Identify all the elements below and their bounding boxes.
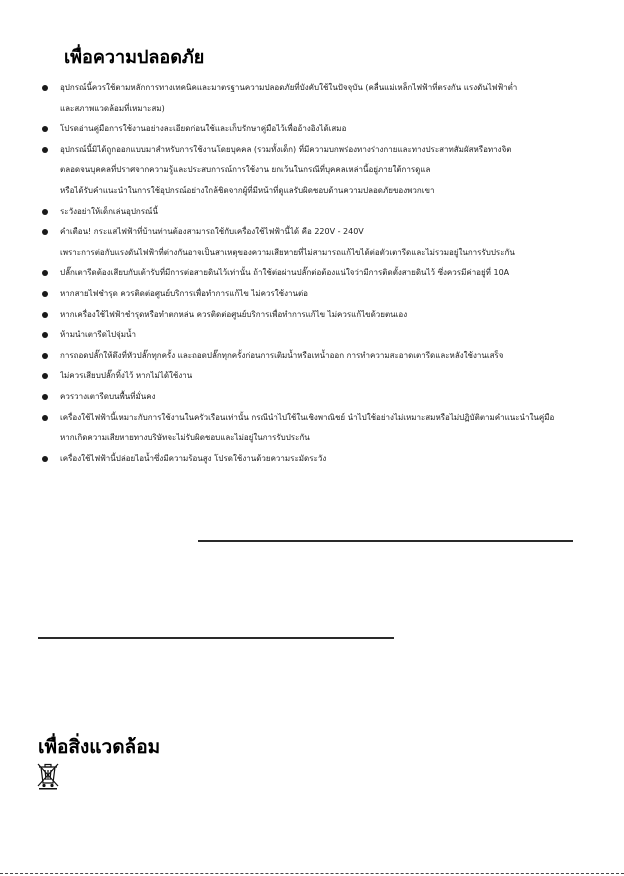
safety-item — [40, 222, 600, 263]
crossed-out-wheelie-bin-icon — [36, 762, 60, 790]
safety-item-text: หรือได้รับคำแนะนำในการใช้อุปกรณ์อย่างใกล้ชิดจากผู้ที่มีหน้าที่ดูแลรับผิดชอบด้านความปลอดภัยของพวกเขา — [60, 185, 435, 195]
safety-item-text: ตลอดจนบุคคลที่ปราศจากความรู้และประสบการณ์การใช้งาน ยกเว้นในกรณีที่บุคคลเหล่านี้อยู่ภายใต้การดูแล — [60, 165, 431, 175]
safety-item — [40, 119, 600, 140]
safety-item — [40, 366, 600, 387]
safety-item — [40, 263, 600, 284]
safety-item — [40, 408, 600, 449]
safety-item — [40, 325, 600, 346]
safety-item — [40, 284, 600, 305]
safety-item-text: โปรดอ่านคู่มือการใช้งานอย่างละเอียดก่อนใช้และเก็บรักษาคู่มือไว้เพื่ออ้างอิงได้เสมอ — [60, 124, 347, 134]
safety-item-text: อุปกรณ์นี้มิได้ถูกออกแบบมาสำหรับการใช้งานโดยบุคคล (รวมทั้งเด็ก) ที่มีความบกพร่องทางร่างกายและทางประสาทสัมผัสหรือทางจิต — [60, 144, 512, 154]
safety-item-text: คำเตือน! กระแสไฟฟ้าที่บ้านท่านต้องสามารถใช้กับเครื่องใช้ไฟฟ้านี้ได้ คือ 220V - 240V — [60, 227, 364, 237]
safety-item-text: เครื่องใช้ไฟฟ้านี้เหมาะกับการใช้งานในครัวเรือนเท่านั้น กรณีนำไปใช้ในเชิงพาณิชย์ นำไปใช้อย่างไม่เหมาะสมหรือไม่ปฏิบัติตามคำแนะนำในคู่มือ — [60, 412, 555, 422]
bullet-icon — [42, 373, 48, 379]
bullet-icon — [42, 291, 48, 297]
bullet-icon — [42, 126, 48, 132]
safety-item-text: เครื่องใช้ไฟฟ้านี้ปล่อยไอน้ำซึ่งมีความร้อนสูง โปรดใช้งานด้วยความระมัดระวัง — [60, 453, 327, 463]
bullet-icon — [42, 270, 48, 276]
safety-item-text: และสภาพแวดล้อมที่เหมาะสม) — [60, 103, 165, 113]
page-bottom-edge — [0, 873, 624, 874]
safety-item — [40, 346, 600, 367]
safety-list — [40, 78, 600, 469]
bullet-icon — [42, 456, 48, 462]
bullet-icon — [42, 353, 48, 359]
bullet-icon — [42, 415, 48, 421]
bullet-icon — [42, 229, 48, 235]
safety-item-text: ปลั๊กเตารีดต้องเสียบกับเต้ารับที่มีการต่อสายดินไว้เท่านั้น ถ้าใช้ต่อผ่านปลั๊กต่อต้องแน่ใจว่ามีการติดตั้งสายดินไว้ ซึ่งควรมีค่าอยู่ที่ 10A — [60, 268, 510, 278]
safety-item — [40, 202, 600, 223]
safety-item — [40, 387, 600, 408]
safety-item-text: เพราะการต่อกับแรงดันไฟฟ้าที่ต่างกันอาจเป็นสาเหตุของความเสียหายที่ไม่สามารถแก้ไขได้ต่อตัวเตารีดและไม่รวมอยู่ในการรับประกัน — [60, 247, 515, 257]
safety-item — [40, 78, 600, 119]
safety-item — [40, 140, 600, 202]
bullet-icon — [42, 332, 48, 338]
safety-item-text: หากเครื่องใช้ไฟฟ้าชำรุดหรือทำตกหล่น ควรติดต่อศูนย์บริการเพื่อทำการแก้ไข ไม่ควรแก้ไขด้วยตนเอง — [60, 309, 408, 319]
environment-title: เพื่อสิ่งแวดล้อม — [38, 736, 161, 758]
safety-item-text: การถอดปลั๊กให้ดึงที่หัวปลั๊กทุกครั้ง และถอดปลั๊กทุกครั้งก่อนการเติมน้ำหรือเทน้ำออก การทำความสะอาดเตารีดและหลังใช้งานเสร็จ — [60, 350, 504, 360]
safety-title: เพื่อความปลอดภัย — [64, 47, 205, 68]
safety-item-text: ควรวางเตารีดบนพื้นที่มั่นคง — [60, 391, 156, 401]
bullet-icon — [42, 394, 48, 400]
bullet-icon — [42, 147, 48, 153]
safety-item — [40, 449, 600, 470]
safety-item-text: ระวังอย่าให้เด็กเล่นอุปกรณ์นี้ — [60, 206, 158, 216]
safety-item-text: หากสายไฟชำรุด ควรติดต่อศูนย์บริการเพื่อทำการแก้ไข ไม่ควรใช้งานต่อ — [60, 288, 308, 298]
bullet-icon — [42, 85, 48, 91]
bullet-icon — [42, 312, 48, 318]
divider-line — [38, 637, 394, 639]
safety-item-text: หากเกิดความเสียหายทางบริษัทจะไม่รับผิดชอบและไม่อยู่ในการรับประกัน — [60, 433, 310, 443]
safety-item-text: อุปกรณ์นี้ควรใช้ตามหลักการทางเทคนิคและมาตรฐานความปลอดภัยที่บังคับใช้ในปัจจุบัน (คลื่นแม่เหล็กไฟฟ้าที่ตรงกัน แรงดันไฟฟ้าต่ำ — [60, 83, 518, 92]
safety-item-text: ไม่ควรเสียบปลั๊กทิ้งไว้ หากไม่ได้ใช้งาน — [60, 371, 193, 381]
divider-line — [198, 540, 573, 542]
safety-item-text: ห้ามนำเตารีดไปจุ่มน้ำ — [60, 330, 136, 340]
safety-item — [40, 305, 600, 326]
bullet-icon — [42, 209, 48, 215]
